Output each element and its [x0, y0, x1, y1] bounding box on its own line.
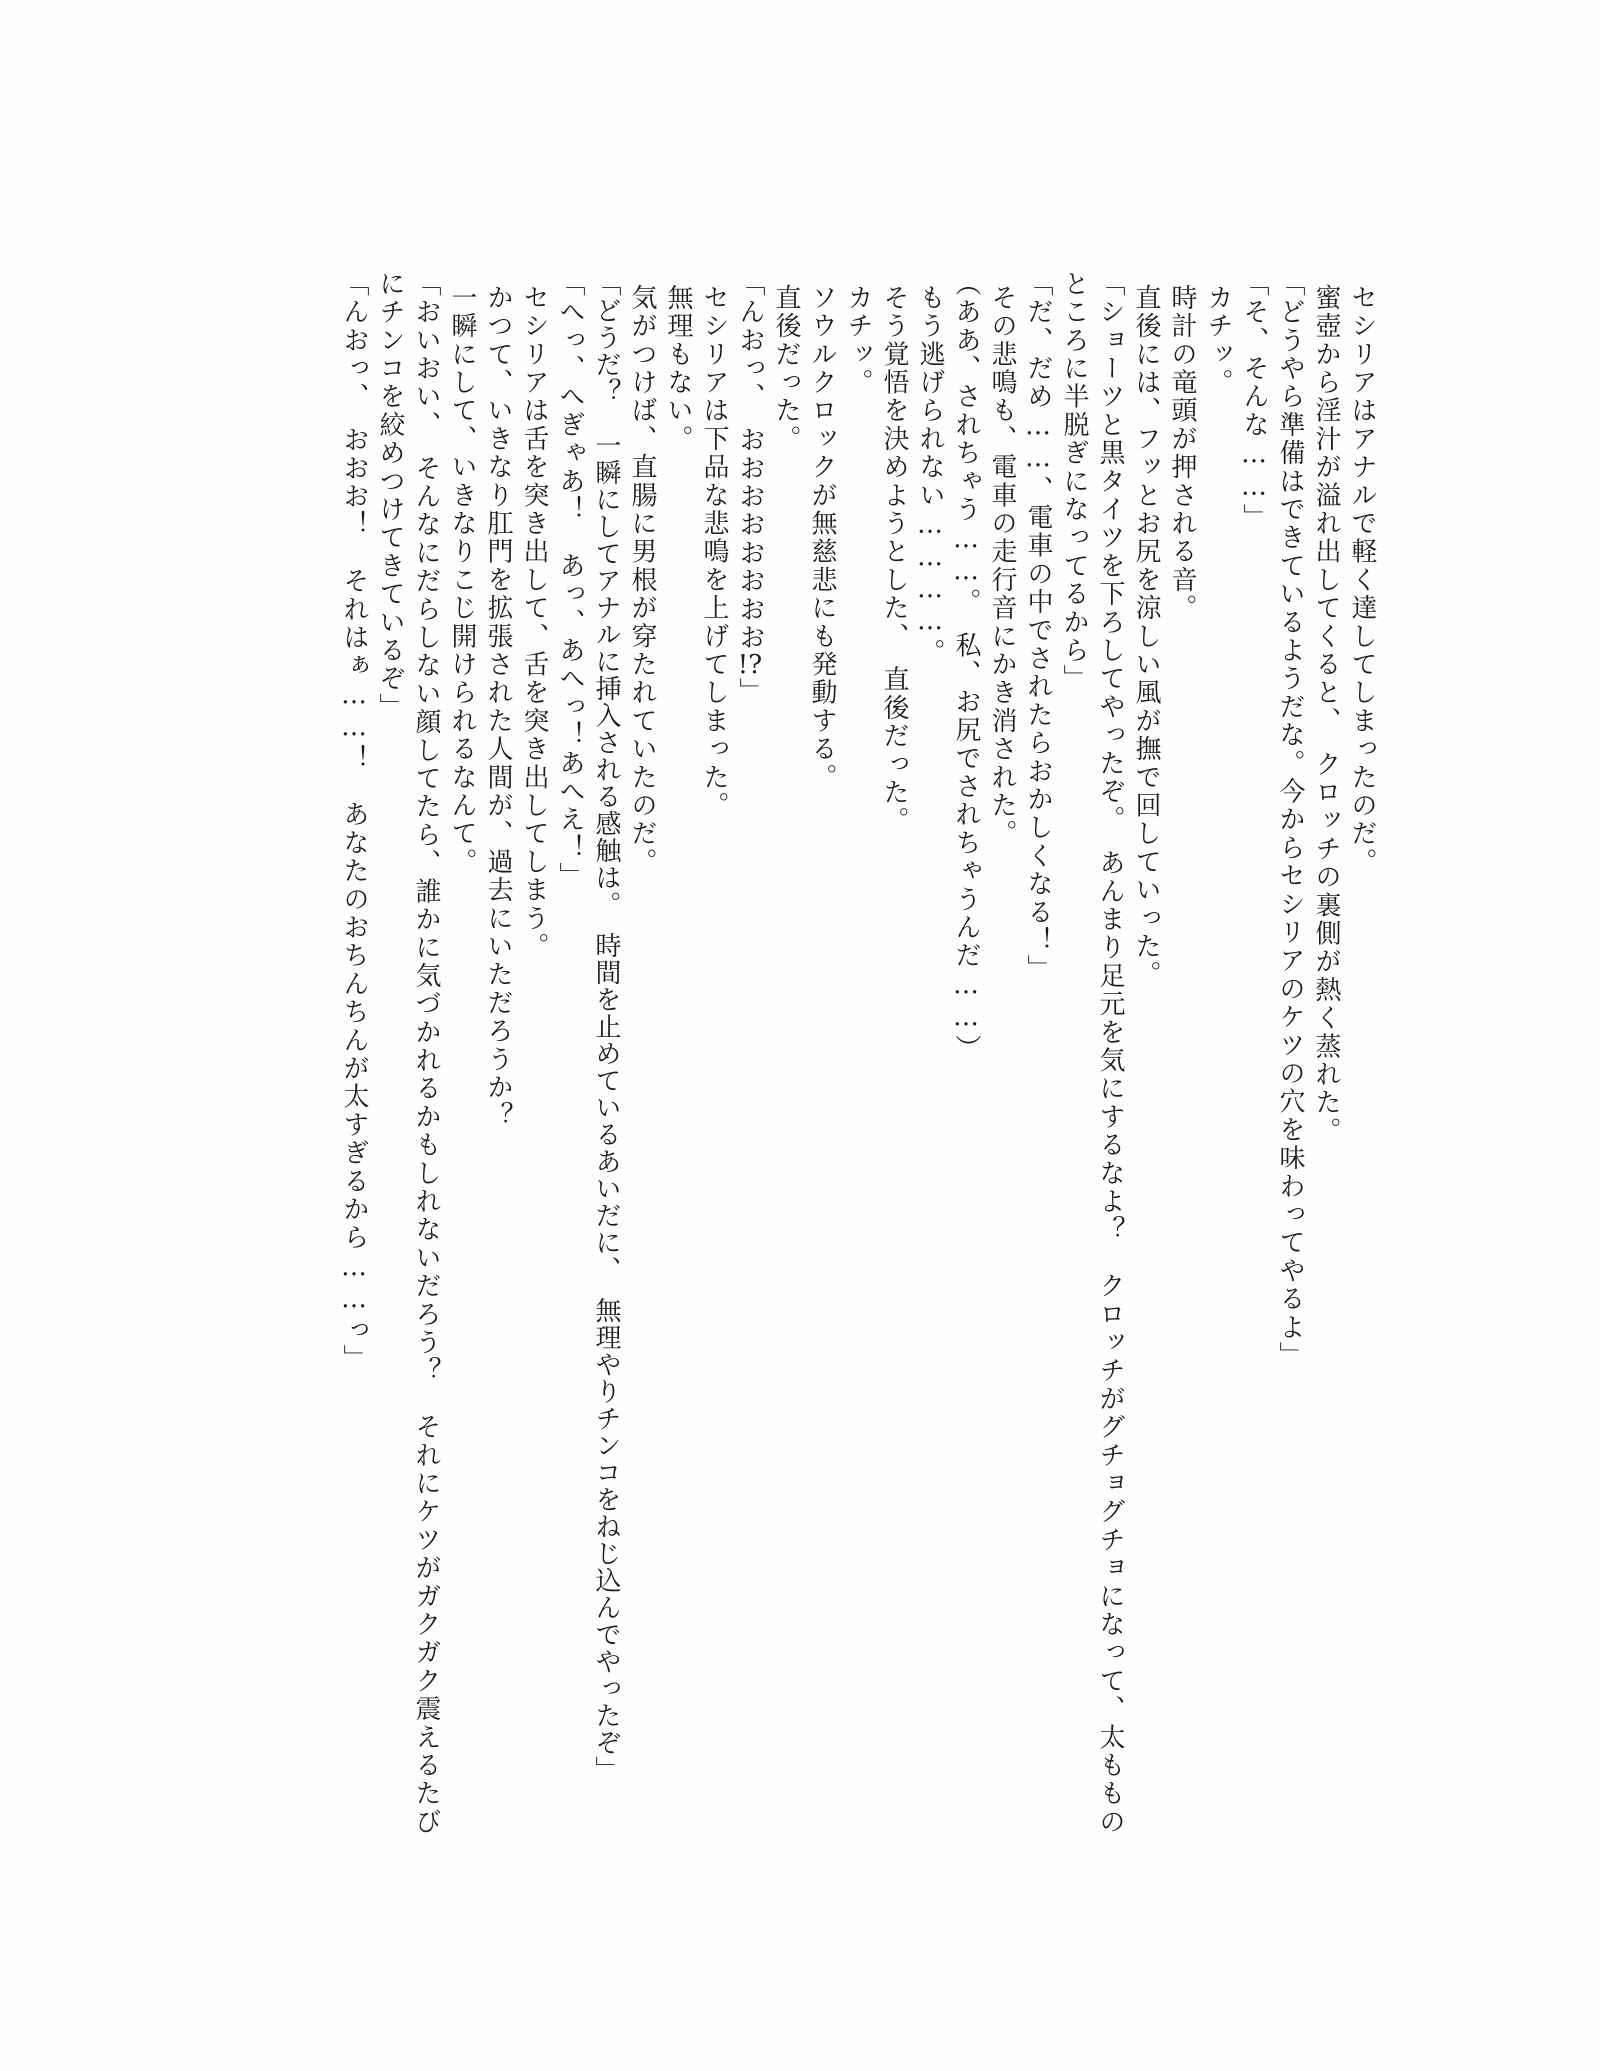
text-line: 直後だった。 — [771, 284, 801, 454]
text-line: 時計の竜頭が押される音。 — [1167, 284, 1197, 623]
text-line: 一瞬にして、いきなりこじ開けられるなんて。 — [447, 284, 477, 877]
text-segment: 」 — [735, 677, 765, 707]
text-line: （ああ、されちゃう……。 私、お尻でされちゃうんだ……） — [951, 270, 981, 1063]
text-line: 「へっ、へぎゃあ！ あっ、あへっ！あへえ！」 — [555, 270, 585, 891]
text-line: 気がつけば、直腸に男根が穿たれていたのだ。 — [627, 284, 657, 877]
text-line: セシリアは下品な悲鳴を上げてしまった。 — [699, 284, 729, 821]
tatechuyoko-exclamation-question: !? — [737, 651, 763, 678]
text-line: その悲鳴も、電車の走行音にかき消された。 — [987, 284, 1017, 849]
novel-text-block — [336, 270, 1380, 1850]
text-line: 「どうだ？ 一瞬にしてアナルに挿入される感触は。 時間を止めているあいだに、 無理やりチンコをねじ込んでやったぞ」 — [591, 270, 621, 1783]
text-line: 「ショーツと黒タイツを下ろしてやったぞ。 あんまり足元を気にするなよ？ クロッチがグチョグチョになって、太もものところに半脱ぎになってるから」 — [1059, 270, 1125, 1837]
text-line — [732, 270, 768, 1850]
text-line: そう覚悟を決めようとした、 直後だった。 — [879, 284, 909, 836]
text-segment: 「んおっ、 おおおおおおおお — [735, 270, 765, 652]
text-line: 無理もない。 — [663, 284, 693, 454]
text-line: ソウルクロックが無慈悲にも発動する。 — [807, 284, 837, 792]
text-line: 直後には、フッとお尻を涼しい風が撫で回していった。 — [1131, 284, 1161, 990]
text-line: カチッ。 — [843, 284, 873, 398]
text-line: 「おいおい、 そんなにだらしない顔してたら、誰かに気づかれるかもしれないだろう？ それにケツがガクガク震えるたびにチンコを絞めつけてきているぞ」 — [375, 270, 441, 1837]
text-line: 「そ、そんな……」 — [1239, 270, 1269, 532]
text-line: セシリアは舌を突き出して、舌を突き出してしまう。 — [519, 284, 549, 962]
text-line: もう逃げられない…………。 — [915, 284, 945, 667]
text-line: 「だ、だめ……、電車の中でされたらおかしくなる！」 — [1023, 270, 1053, 983]
text-line: セシリアはアナルで軽く達してしまったのだ。 — [1347, 284, 1377, 877]
text-line: 「んおっ、 おおお！ それはぁ……！ あなたのおちんちんが太すぎるから……っ」 — [339, 270, 369, 1373]
text-line: 蜜壺から淫汁が溢れ出してくると、 クロッチの裏側が熱く蒸れた。 — [1311, 284, 1341, 1146]
text-line: かつて、いきなり肛門を拡張された人間が、過去にいただろうか？ — [483, 284, 513, 1131]
text-line: 「どうやら準備はできているようだな。今からセシリアのケツの穴を味わってやるよ」 — [1275, 270, 1305, 1370]
text-line: カチッ。 — [1203, 284, 1233, 398]
